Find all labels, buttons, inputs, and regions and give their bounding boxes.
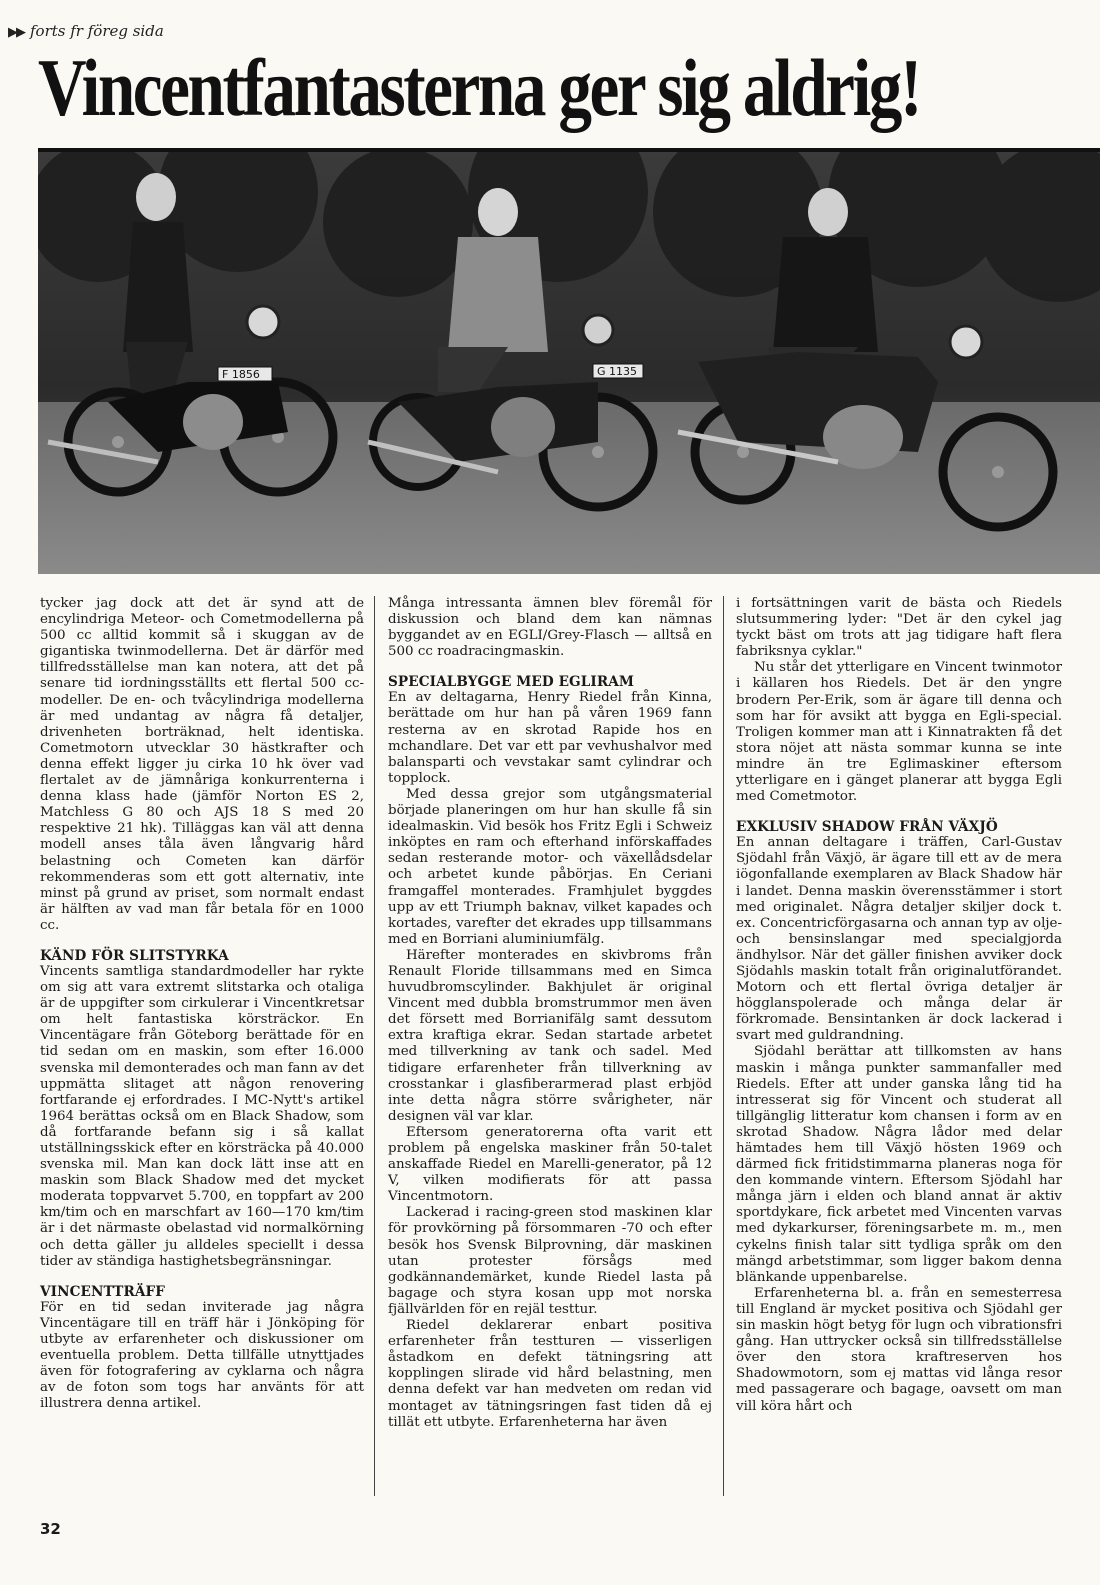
paragraph: Erfarenheterna bl. a. från en semesterresa till England är mycket positiva och Sjödahl ger sin maskin högt betyg för lugn och vibrationsfri gång. Han uttrycker också sin tillfredsställelse över den stora kraftreserven hos Shadowmotorn, som ej mattas vid långa resor med passagerare och bagage, oavsett om man vill köra hårt och <box>736 1285 1062 1414</box>
paragraph: i fortsättningen varit de bästa och Riedels slutsummering lyder: "Det är den cykel jag tyckt bäst om trots att jag tidigare haft flera fabriksnya cyklar." <box>736 596 1062 660</box>
column-divider <box>374 596 375 1496</box>
plate-middle: G 1135 <box>597 365 638 378</box>
paragraph: För en tid sedan inviterade jag några Vincentägare till en träff här i Jönköping för utbyte av erfarenheter och diskussioner om eventuella problem. Detta tillfälle utnyttjades även för fotografering av cyklarna och några av de foton som togs har använts för att illustrera denna artikel. <box>40 1299 364 1412</box>
paragraph: Härefter monterades en skivbroms från Renault Floride tillsammans med en Simca huvudbromscylinder. Bakhjulet är original Vincent med dubbla bromstrummor men även det försett med Borrianifälg samt dessutom extra kraftiga ekrar. Sedan startade arbetet med tillverkning av tank och sadel. Med tidigare erfarenheter från tillverkning av crosstankar i glasfiberarmerad plast erbjöd inte detta några större svårigheter, när designen väl var klar. <box>388 947 712 1124</box>
paragraph: Sjödahl berättar att tillkomsten av hans maskin i många punkter sammanfaller med Riedels. Efter att under ganska lång tid ha intresserat sig för Vincent och studerat all tillgänglig litteratur kom chansen i form av en skrotad Shadow. Några lådor med delar hämtades hem till Växjö hösten 1969 och därmed fick fritidstimmarna planeras noga för den kommande vintern. Eftersom Sjödahl har många järn i elden och bland annat är aktiv sportdykare, fick arbetet med Vincenten varvas med dykarkurser, föreningsarbete m. m., men cykelns finish talar sitt tydliga språk om den mängd arbetstimmar, som ligger bakom denna blänkande uppenbarelse. <box>736 1044 1062 1285</box>
column-divider <box>723 596 724 1496</box>
motorcycle-photo <box>38 148 1100 574</box>
arrow-icon: ▶▶ <box>8 25 24 40</box>
continuation-kicker <box>8 22 164 40</box>
paragraph: En av deltagarna, Henry Riedel från Kinna, berättade om hur han på våren 1969 fann resterna av en skrotad Rapide hos en mchandlare. Det var ett par vevhushalvor med balansparti och vevstakar samt cylindrar och topplock. <box>388 690 712 786</box>
section-heading: EXKLUSIV SHADOW FRÅN VÄXJÖ <box>736 819 998 836</box>
headline: Vincentfantasterna ger sig aldrig! <box>38 42 920 133</box>
paragraph: Riedel deklarerar enbart positiva erfarenheter från testturen — visserligen åstadkom en defekt tätningsring att kopplingen slirade vid hård belastning, men denna defekt var han medveten om redan vid montaget av tätningsringen fast tiden då ej tillät ett utbyte. Erfarenheterna har även <box>388 1318 712 1430</box>
kicker-text: forts fr föreg sida <box>30 22 164 40</box>
paragraph: Med dessa grejor som utgångsmaterial började planeringen om hur han skulle få sin idealmaskin. Vid besök hos Fritz Egli i Schweiz inköptes en ram och efterhand införskaffades sedan resterande motor- och växellådsdelar och arbetet kunde påbörjas. En Ceriani framgaffel monterades. Framhjulet byggdes upp av ett Triumph baknav, vilket kapades och kortades, varefter det ekrades upp tillsammans med en Borriani aluminiumfälg. <box>388 786 712 947</box>
article-column-2 <box>388 596 712 1431</box>
section-heading: SPECIALBYGGE MED EGLIRAM <box>388 674 635 691</box>
page-number: 32 <box>40 1520 61 1538</box>
section-heading: KÄND FÖR SLITSTYRKA <box>40 947 229 964</box>
photo-illustration <box>38 152 1100 574</box>
article-column-1 <box>40 596 364 1412</box>
paragraph: Eftersom generatorerna ofta varit ett problem på engelska maskiner från 50-talet anskaffade Riedel en Marelli-generator, på 12 V, vilken modifierats för att passa Vincentmotorn. <box>388 1124 712 1205</box>
plate-left: F 1856 <box>222 368 260 381</box>
paragraph: Nu står det ytterligare en Vincent twinmotor i källaren hos Riedels. Det är den yngre brodern Per-Erik, som är ägare till denna och som har för avsikt att bygga en Egli-special. Troligen kommer man att i Kinnatrakten få det stora nöjet att nästa sommar kunna se inte mindre än tre Eglimaskiner eftersom ytterligare en i gänget planerar att bygga Egli med Cometmotor. <box>736 660 1062 805</box>
article-column-3 <box>736 596 1062 1415</box>
paragraph: En annan deltagare i träffen, Carl-Gustav Sjödahl från Växjö, är ägare till ett av de mera iögonfallande exemplaren av Black Shadow här i landet. Denna maskin överensstämmer i stort med originalet. Några detaljer skiljer dock t. ex. Concentricförgasarna och annan typ av olje- och bensinslangar med specialgjorda ändhylsor. När det gäller finishen avviker dock Sjödahls maskin totalt från originalutförandet. Motorn och ett flertal övriga detaljer är högglanspolerade och många delar är förkromade. Bensintanken är dock lackerad i svart med guldrandning. <box>736 835 1062 1044</box>
paragraph: tycker jag dock att det är synd att de encylindriga Meteor- och Cometmodellerna på 500 cc alltid kommit så i skuggan av de gigantiska twinmodellerna. Det är därför med tillfredsställelse man kan notera, att det på senare tid iordningsställts ett flertal 500 cc-modeller. De en- och tvåcylindriga modellerna är med undantag av några få detaljer, drivenheten borträknad, helt identiska. Cometmotorn utvecklar 30 hästkrafter och denna effekt ligger ju cirka 10 hk över vad flertalet av de jämnåriga konkurrenterna i denna klass hade (jämför Norton ES 2, Matchless G 80 och AJS 18 S med 20 respektive 21 hk). Tilläggas kan väl att denna modell anses tåla även långvarig hård belastning och Cometen kan därför rekommenderas som ett gott alternativ, inte minst på grund av priset, som normalt endast är hälften av vad man får betala för en 1000 cc. <box>40 596 364 933</box>
paragraph: Många intressanta ämnen blev föremål för diskussion och bland dem kan nämnas byggandet av en EGLI/Grey-Flasch — alltså en 500 cc roadracingmaskin. <box>388 596 712 660</box>
paragraph: Vincents samtliga standardmodeller har rykte om sig att vara extremt slitstarka och otaliga är de uppgifter som cirkulerar i Vincentkretsar om helt fantastiska körsträckor. En Vincentägare från Göteborg berättade för en tid sedan om en maskin, som efter 16.000 svenska mil demonterades och man fann av det uppmätta slitaget att någon renovering fortfarande ej erfordrades. I MC-Nytt's artikel 1964 berättas också om en Black Shadow, som då fortfarande befann sig i så kallat utställningsskick efter en körsträcka på 40.000 svenska mil. Man kan dock lätt inse att en maskin som Black Shadow med det mycket moderata toppvarvet 5.700, en toppfart av 200 km/tim och en marschfart av 160—170 km/tim är i det närmaste obelastad vid normalkörning och detta gäller ju alldeles speciellt i dessa tider av ständiga hastighetsbegränsningar. <box>40 963 364 1269</box>
paragraph: Lackerad i racing-green stod maskinen klar för provkörning på försommaren -70 och efter besök hos Svensk Bilprovning, där maskinen utan protester försågs med godkännandemärket, kunde Riedel lasta på bagage och styra kosan upp mot norska fjällvärlden för en rejäl testtur. <box>388 1205 712 1317</box>
section-heading: VINCENTTRÄFF <box>40 1283 166 1300</box>
